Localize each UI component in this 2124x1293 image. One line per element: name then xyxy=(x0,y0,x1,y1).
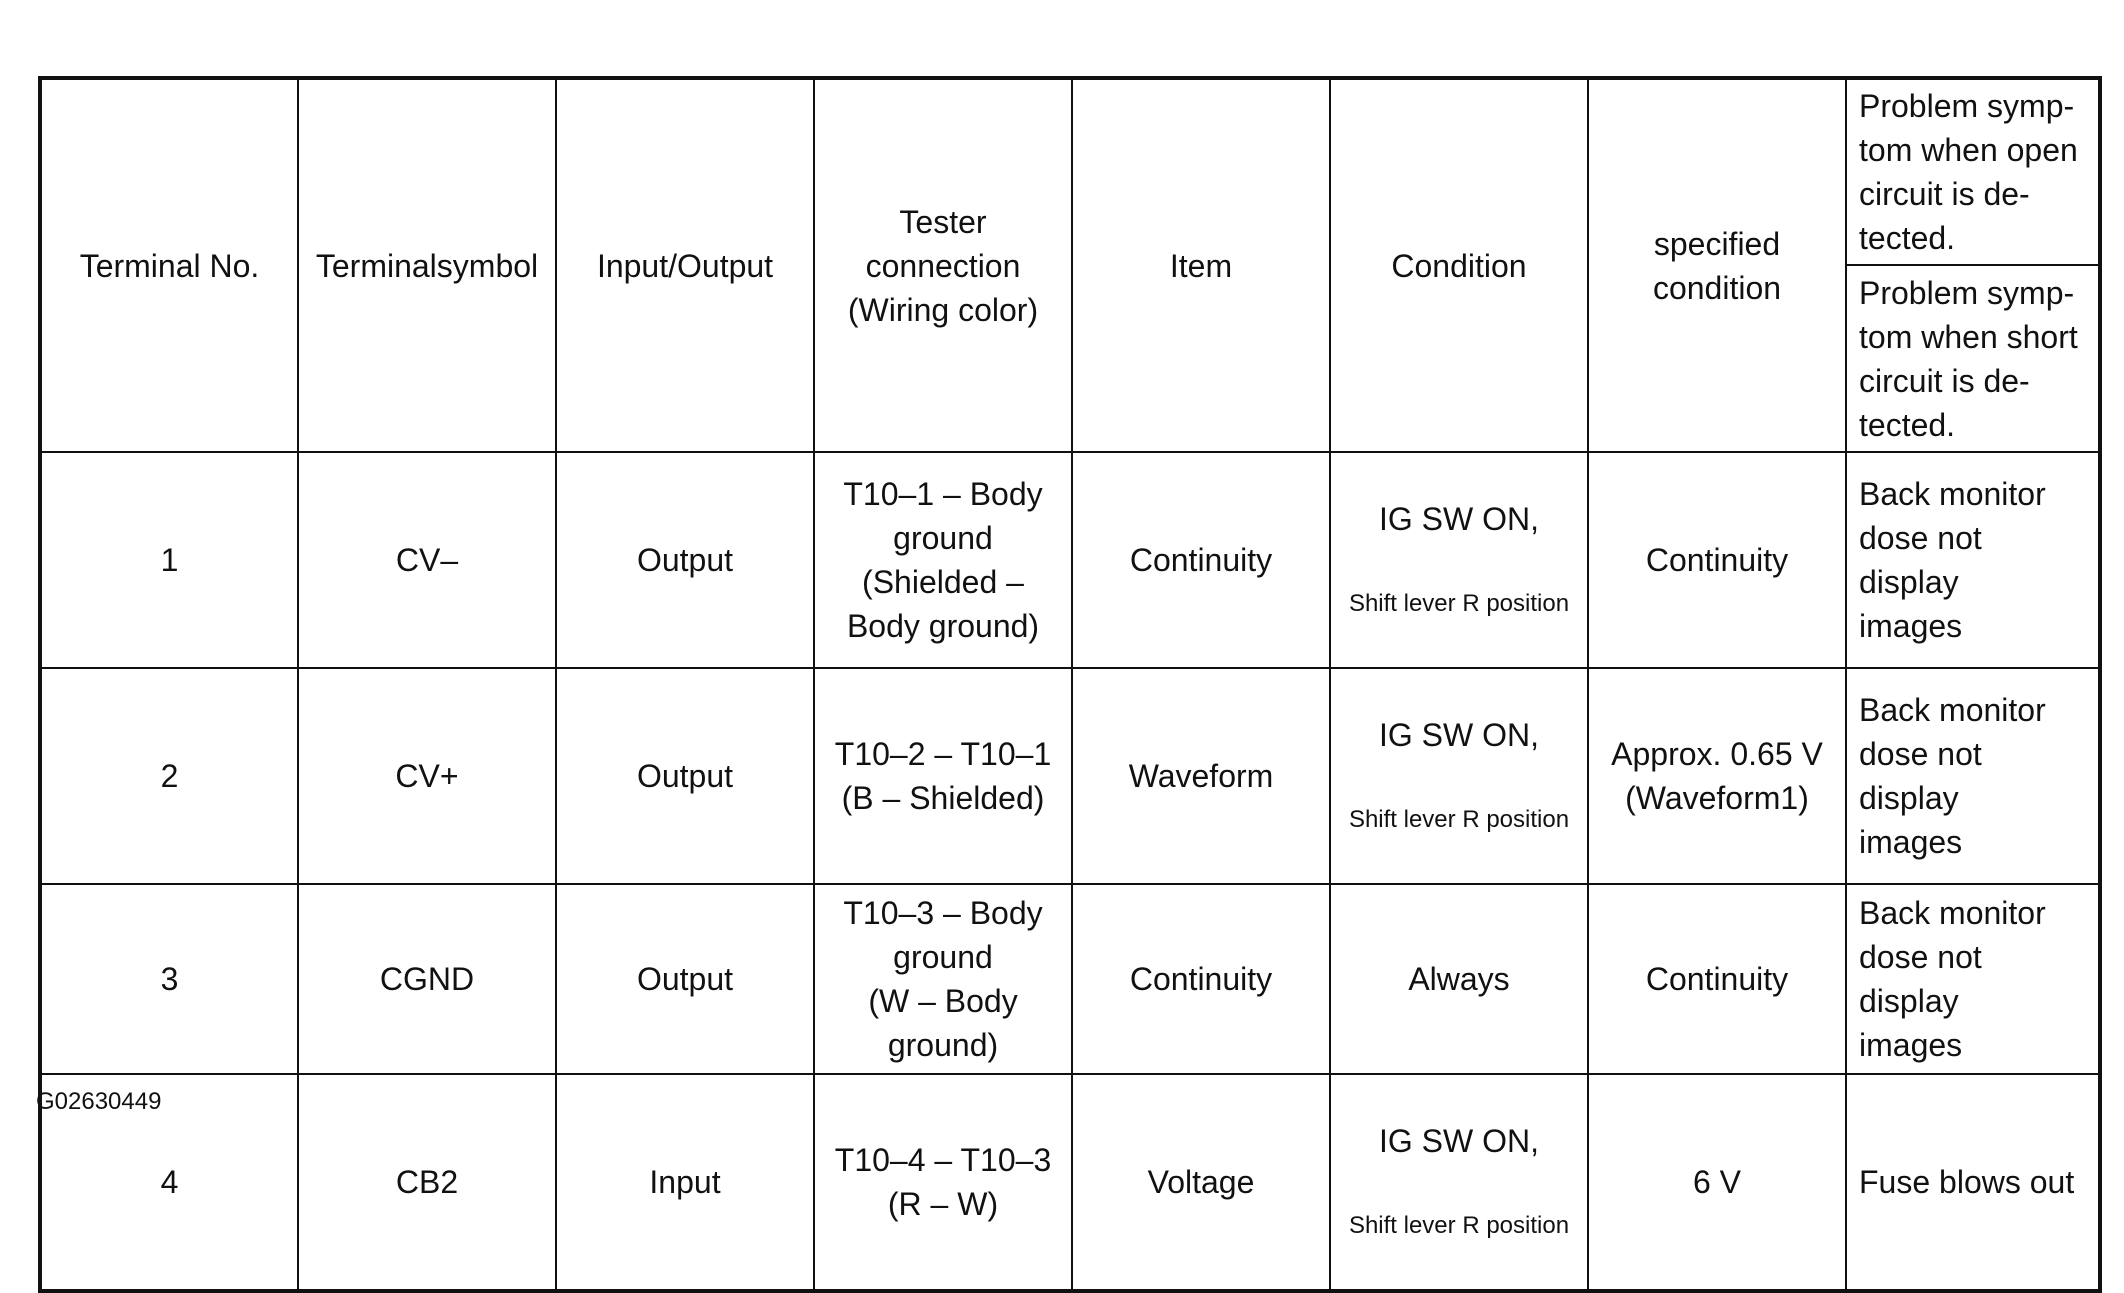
header-item: Item xyxy=(1072,78,1330,452)
cell-terminal-no: 3 xyxy=(40,884,298,1074)
header-specified-condition: specified condition xyxy=(1588,78,1846,452)
cell-item: Continuity xyxy=(1072,884,1330,1074)
cell-specified-condition: 6 V xyxy=(1588,1074,1846,1291)
cell-terminal-no: 1 xyxy=(40,452,298,668)
cell-problem-symptom: Back monitor dose not display images xyxy=(1846,668,2100,884)
table-row xyxy=(40,452,2100,668)
condition-sub: Shift lever R position xyxy=(1348,806,1570,833)
header-problem-open: Problem symp- tom when open circuit is de- tected. xyxy=(1846,78,2100,265)
cell-item: Waveform xyxy=(1072,668,1330,884)
condition-main: IG SW ON, xyxy=(1379,501,1539,537)
cell-input-output: Input xyxy=(556,1074,814,1291)
cell-problem-symptom: Back monitor dose not display images xyxy=(1846,884,2100,1074)
cell-input-output: Output xyxy=(556,452,814,668)
cell-item: Voltage xyxy=(1072,1074,1330,1291)
condition-main: IG SW ON, xyxy=(1379,717,1539,753)
figure-id-label: G02630449 xyxy=(36,1088,162,1115)
header-problem-short: Problem symp- tom when short circuit is de- tected. xyxy=(1846,265,2100,452)
condition-main: IG SW ON, xyxy=(1379,1123,1539,1159)
cell-tester-connection: T10–1 – Body ground (Shielded – Body ground) xyxy=(814,452,1072,668)
cell-tester-connection: T10–2 – T10–1 (B – Shielded) xyxy=(814,668,1072,884)
cell-problem-symptom: Fuse blows out xyxy=(1846,1074,2100,1291)
cell-specified-condition: Approx. 0.65 V (Waveform1) xyxy=(1588,668,1846,884)
cell-input-output: Output xyxy=(556,884,814,1074)
cell-condition: Always xyxy=(1330,884,1588,1074)
header-tester-connection: Tester connection (Wiring color) xyxy=(814,78,1072,452)
cell-condition xyxy=(1330,1074,1588,1291)
terminal-spec-table xyxy=(38,76,2102,1293)
cell-condition xyxy=(1330,452,1588,668)
cell-condition xyxy=(1330,668,1588,884)
table-row xyxy=(40,668,2100,884)
cell-specified-condition: Continuity xyxy=(1588,884,1846,1074)
cell-terminal-symbol: CV– xyxy=(298,452,556,668)
header-condition: Condition xyxy=(1330,78,1588,452)
cell-tester-connection: T10–3 – Body ground (W – Body ground) xyxy=(814,884,1072,1074)
header-terminal-symbol: Terminalsymbol xyxy=(298,78,556,452)
cell-tester-connection: T10–4 – T10–3 (R – W) xyxy=(814,1074,1072,1291)
header-input-output: Input/Output xyxy=(556,78,814,452)
cell-item: Continuity xyxy=(1072,452,1330,668)
cell-specified-condition: Continuity xyxy=(1588,452,1846,668)
table-row xyxy=(40,1074,2100,1291)
cell-terminal-symbol: CV+ xyxy=(298,668,556,884)
condition-sub: Shift lever R position xyxy=(1348,590,1570,617)
cell-terminal-no: 2 xyxy=(40,668,298,884)
cell-problem-symptom: Back monitor dose not display images xyxy=(1846,452,2100,668)
cell-terminal-no: 4 xyxy=(40,1074,298,1291)
table-row xyxy=(40,884,2100,1074)
header-terminal-no: Terminal No. xyxy=(40,78,298,452)
cell-input-output: Output xyxy=(556,668,814,884)
condition-sub: Shift lever R position xyxy=(1348,1212,1570,1239)
cell-terminal-symbol: CGND xyxy=(298,884,556,1074)
cell-terminal-symbol: CB2 xyxy=(298,1074,556,1291)
